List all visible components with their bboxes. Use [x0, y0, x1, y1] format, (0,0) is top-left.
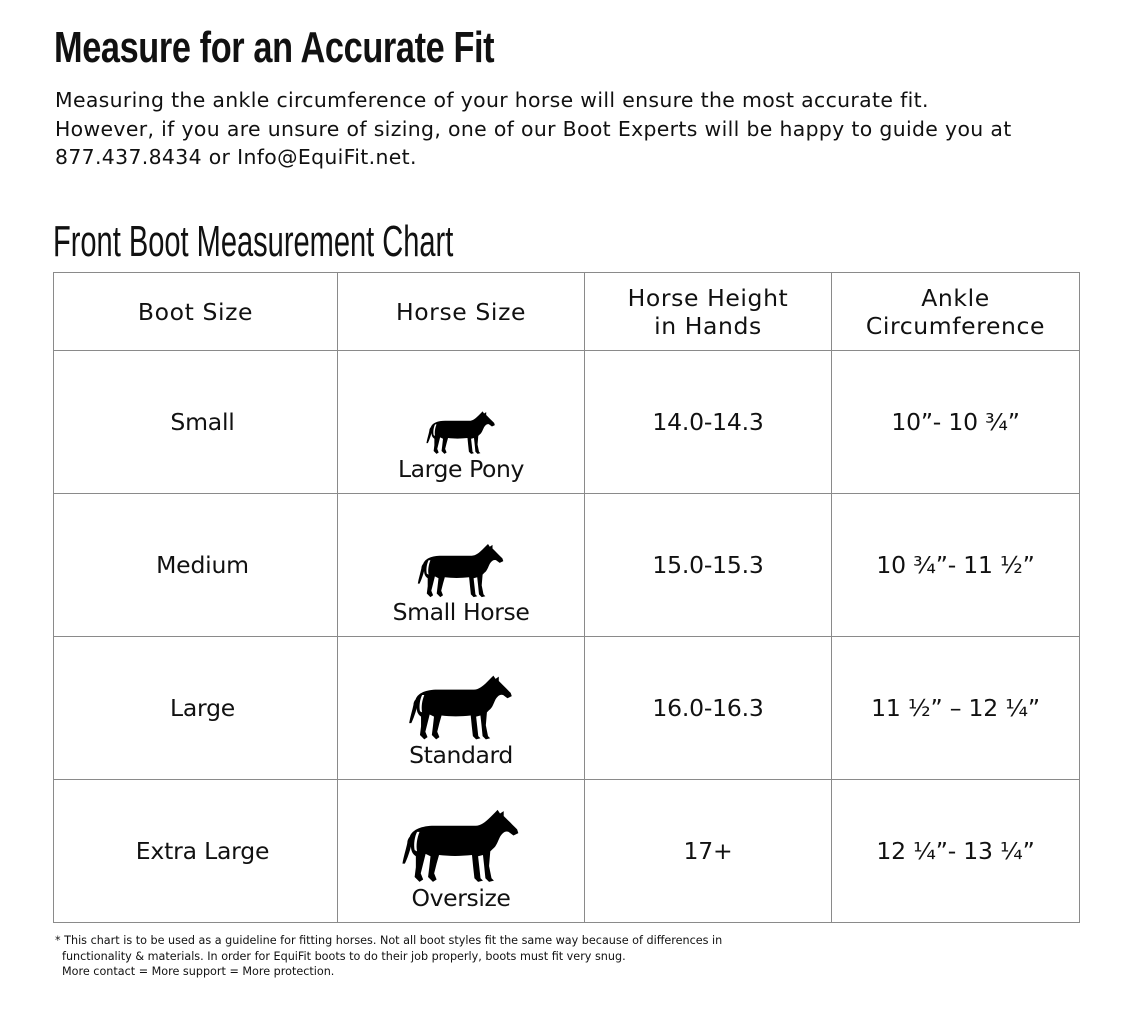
horse-height-cell: 14.0-14.3 [585, 351, 832, 494]
horse-silhouette-icon [400, 809, 522, 884]
table-row [54, 494, 1080, 637]
header-horse-size: Horse Size [338, 273, 585, 351]
page-title: Measure for an Accurate Fit [54, 23, 495, 72]
horse-height-cell: 16.0-16.3 [585, 637, 832, 780]
ankle-circumference-cell: 10 ¾”- 11 ½” [832, 494, 1080, 637]
horse-size-cell: Oversize [338, 780, 585, 923]
horse-height-cell: 17+ [585, 780, 832, 923]
measurement-table-container [53, 272, 1079, 922]
table-row [54, 351, 1080, 494]
footnote-line: * This chart is to be used as a guideline for fitting horses. Not all boot styles fit the same way because of differences in [55, 934, 723, 947]
horse-silhouette-icon [407, 675, 515, 741]
measurement-table [53, 272, 1080, 923]
boot-size-cell: Extra Large [54, 780, 338, 923]
footnote [55, 933, 722, 980]
footnote-line: More contact = More support = More protection. [62, 965, 335, 978]
boot-size-cell: Small [54, 351, 338, 494]
intro-paragraph [55, 86, 1095, 172]
boot-size-cell: Large [54, 637, 338, 780]
footnote-line: functionality & materials. In order for EquiFit boots to do their job properly, boots must fit very snug. [62, 949, 626, 963]
table-header-row [54, 273, 1080, 351]
intro-line: However, if you are unsure of sizing, one of our Boot Experts will be happy to guide you at [55, 116, 1012, 141]
horse-silhouette-icon [416, 544, 506, 598]
horse-size-cell: Small Horse [338, 494, 585, 637]
horse-size-cell: Large Pony [338, 351, 585, 494]
table-row [54, 780, 1080, 923]
horse-size-cell: Standard [338, 637, 585, 780]
header-boot-size: Boot Size [54, 273, 338, 351]
horse-silhouette-icon [425, 411, 497, 455]
ankle-circumference-cell: 12 ¼”- 13 ¼” [832, 780, 1080, 923]
ankle-circumference-cell: 10”- 10 ¾” [832, 351, 1080, 494]
header-ankle-circumference: Ankle Circumference [832, 273, 1080, 351]
horse-height-cell: 15.0-15.3 [585, 494, 832, 637]
chart-title: Front Boot Measurement Chart [53, 217, 454, 266]
header-horse-height: Horse Height in Hands [585, 273, 832, 351]
intro-line-contact: 877.437.8434 or Info@EquiFit.net. [55, 145, 417, 169]
ankle-circumference-cell: 11 ½” – 12 ¼” [832, 637, 1080, 780]
intro-line: Measuring the ankle circumference of your horse will ensure the most accurate fit. [55, 88, 929, 112]
boot-size-cell: Medium [54, 494, 338, 637]
table-row [54, 637, 1080, 780]
